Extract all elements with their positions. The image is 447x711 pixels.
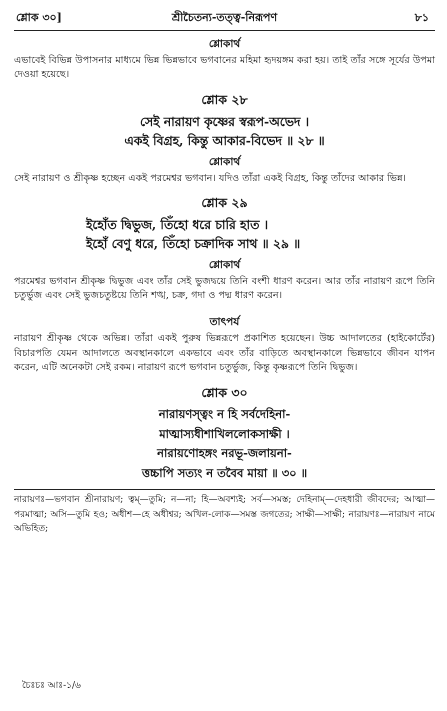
translation-text-1: এভাবেই বিভিন্ন উপাসনার মাধ্যমে ভিন্ন ভিন্নভাবে ভগবানের মহিমা হৃদয়ঙ্গম করা হয়। তাই তাঁর সঙ্গে সূর্যের উপমা দেওয়া হয়েছে। [14, 55, 435, 81]
translation-heading-3: শ্লোকার্থ [208, 258, 241, 271]
translation-text-3: পরমেশ্বর ভগবান শ্রীকৃষ্ণ দ্বিভুজ এবং তাঁর সেই ভুজদ্বয়ে তিনি বংশী ধারণ করেন। আর তাঁর নারায়ণ রূপে তিনি চতুর্ভুজ এবং সেই ভুজচতুষ্টয়ে তিনি শঙ্খ, চক্র, গদা ও পদ্ম ধারণ করেন। [14, 275, 435, 302]
verse-29-line-1: ইহোঁত দ্বিভুজ, তিঁহো ধরে চারি হাত । [86, 216, 268, 232]
purport-text: নারায়ণ শ্রীকৃষ্ণ থেকে অভিন্ন। তাঁরা একই পুরুষ ভিন্নরূপে প্রকাশিত হয়েছেন। উচ্চ আদালতের (হাইকোর্টের) বিচারপতি যেমন আদালতে অবস্থানকালে একভাবে এবং তাঁর বাড়িতে অবস্থানকালে ভিন্নভাবে জীবন যাপন করেন, এটি অনেকটা সেই রকম। নারায়ণ রূপে ভগবান চতুর্ভুজ, কিন্তু কৃষ্ণরূপে তিনি দ্বিভুজ। [14, 333, 435, 374]
translation-heading-1: শ্লোকার্থ [208, 38, 241, 50]
translation-heading-2: শ্লোকার্থ [208, 155, 241, 168]
verse-30-line-2: মাত্মাস্যধীশাখিললোকসাক্ষী । [159, 426, 290, 441]
synonyms-divider [14, 489, 435, 490]
purport-heading: তাৎপর্য [209, 316, 240, 329]
verse-number-30: শ্লোক ৩০ [201, 385, 248, 401]
verse-28-line-1: সেই নারায়ণ কৃষ্ণের স্বরূপ-অভেদ । [139, 113, 310, 129]
verse-28-line-2: একই বিগ্রহ, কিন্তু আকার-বিভেদ ॥ ২৮ ॥ [124, 132, 325, 148]
verse-29 [14, 215, 435, 253]
verse-30-line-1: নারায়ণস্ত্বং ন হি সর্বদেহিনা- [158, 407, 291, 422]
verse-number-28: শ্লোক ২৮ [201, 91, 248, 107]
verse-number-29: শ্লোক ২৯ [201, 194, 248, 210]
header-page-number: ৮১ [414, 11, 429, 24]
verse-30-line-3: নারায়ণোহঙ্গং নরভূ-জলায়না- [157, 446, 292, 461]
running-header [14, 0, 435, 31]
header-chapter-title: শ্রীচৈতন্য-তত্ত্ব-নিরূপণ [171, 11, 278, 24]
word-for-word-synonyms: নারায়ণঃ—ভগবান শ্রীনারায়ণ; ত্বম্—তুমি; ন—না; হি—অবশ্যই; সর্ব—সমস্ত; দেহিনাম্—দেহধারী জীবদের; আত্মা—পরমাত্মা; অসি—তুমি হও; অধীশ—হে অধীশ্বর; অখিল-লোক—সমস্ত জগতের; সাক্ষী—সাক্ষী; নারায়ণঃ—নারায়ণ নামে অভিহিত; [14, 495, 435, 534]
footer-signature: চৈঃচঃ আঃ-১/৬ [22, 681, 81, 691]
verse-30 [14, 405, 435, 483]
header-verse-ref: শ্লোক ৩০] [16, 11, 62, 24]
translation-text-2: সেই নারায়ণ ও শ্রীকৃষ্ণ হচ্ছেন একই পরমেশ্বর ভগবান। যদিও তাঁরা একই বিগ্রহ, কিন্তু তাঁদের আকার ভিন্ন। [14, 172, 406, 184]
verse-29-line-2: ইহোঁ বেণু ধরে, তিঁহো চক্রাদিক সাথ ॥ ২৯ ॥ [86, 235, 301, 251]
verse-28 [14, 112, 435, 150]
verse-30-line-4: ত্তচ্চাপি সত্যং ন তবৈব মায়া ॥ ৩০ ॥ [141, 465, 308, 480]
